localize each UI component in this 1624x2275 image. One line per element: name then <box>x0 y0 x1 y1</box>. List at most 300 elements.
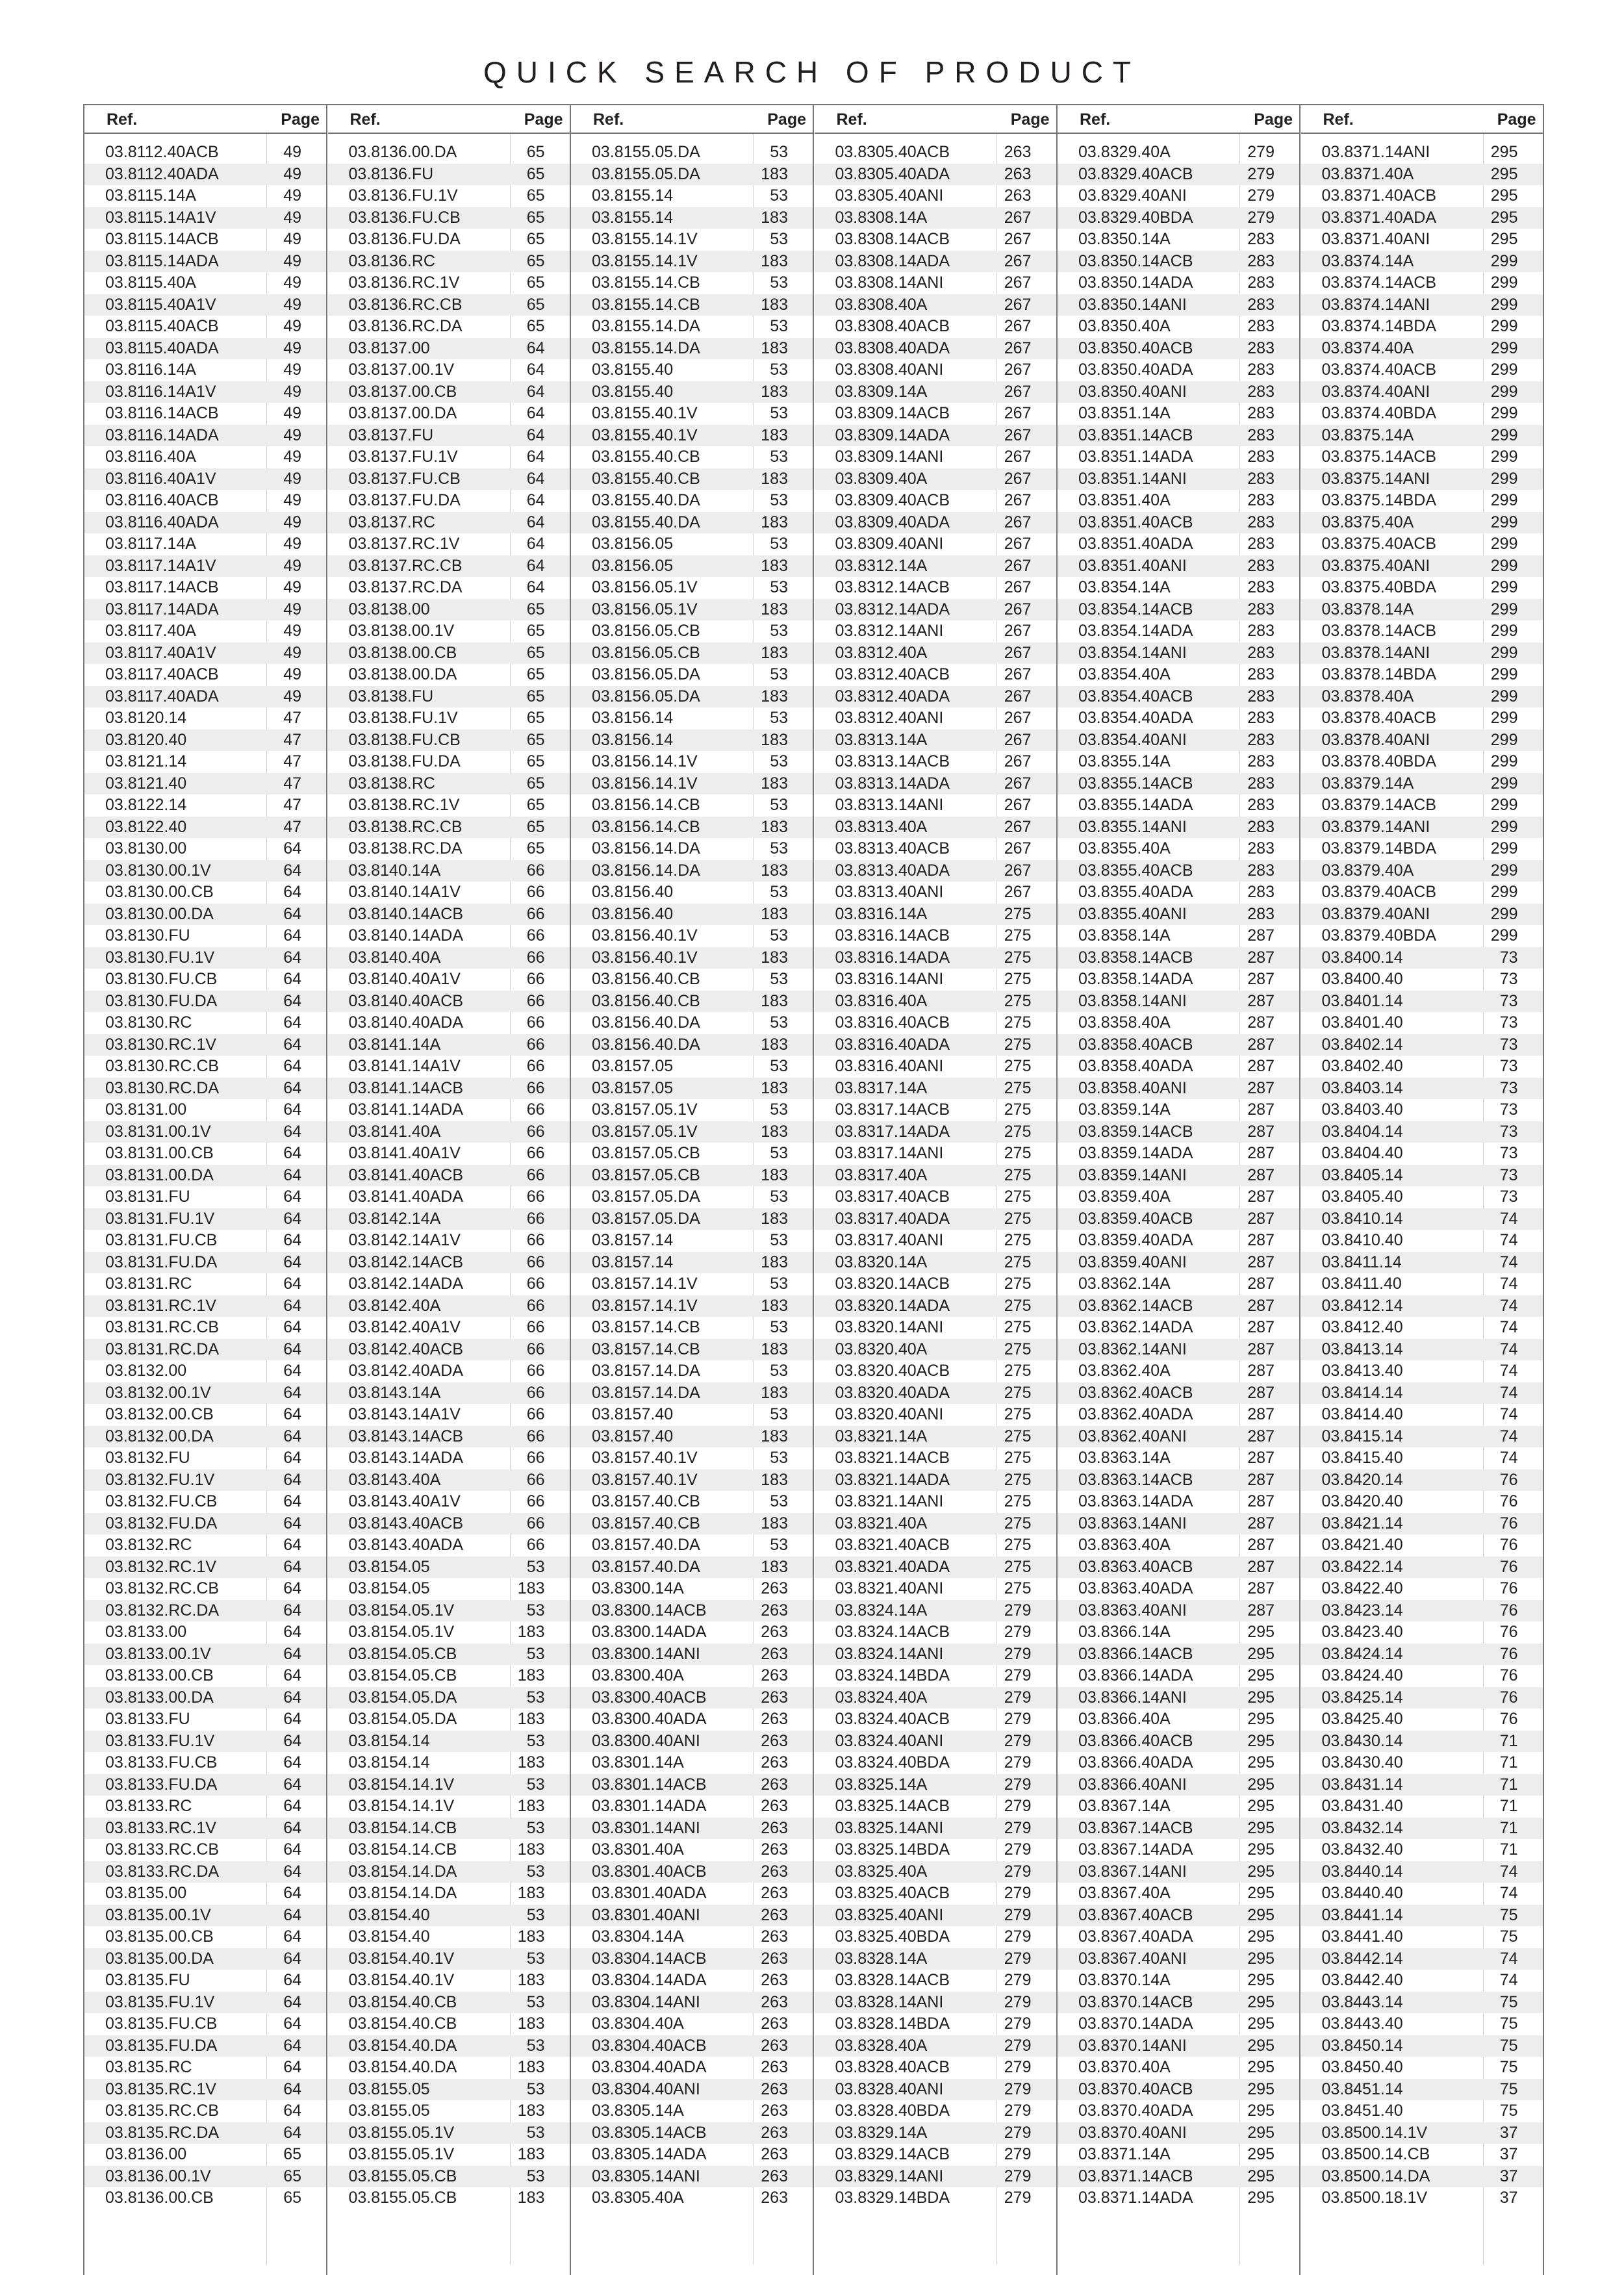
table-row <box>1058 1970 1299 1992</box>
page-number: 275 <box>1004 970 1032 988</box>
page-number: 65 <box>526 143 545 161</box>
table-row <box>328 2013 570 2035</box>
product-ref: 03.8366.14ADA <box>1078 1666 1193 1684</box>
page-number: 275 <box>1004 1427 1032 1445</box>
product-ref: 03.8423.40 <box>1321 1623 1403 1641</box>
table-row <box>328 686 570 708</box>
page-number: 183 <box>517 1579 545 1597</box>
page-number: 283 <box>1247 600 1275 618</box>
page-number: 263 <box>761 1840 788 1859</box>
page-number: 66 <box>526 1188 545 1206</box>
page-number: 64 <box>283 1731 301 1750</box>
page-number: 53 <box>770 404 788 422</box>
page-number: 65 <box>526 774 545 793</box>
product-ref: 03.8371.40ANI <box>1321 230 1430 248</box>
page-number: 73 <box>1499 1013 1518 1032</box>
product-ref: 03.8313.40ACB <box>835 839 950 858</box>
page-number: 295 <box>1247 1992 1275 2011</box>
table-row <box>1058 991 1299 1013</box>
page-number: 299 <box>1490 730 1518 749</box>
product-ref: 03.8370.14ANI <box>1078 2036 1187 2055</box>
page-number: 275 <box>1004 1122 1032 1141</box>
table-row <box>1301 1883 1543 1905</box>
table-row <box>571 1273 813 1295</box>
table-row <box>84 1839 326 1861</box>
product-ref: 03.8143.40ACB <box>348 1514 464 1532</box>
page-number: 267 <box>1004 535 1032 553</box>
product-ref: 03.8367.14A <box>1078 1797 1171 1815</box>
product-ref: 03.8138.FU.CB <box>348 730 461 749</box>
page-number: 64 <box>283 1449 301 1467</box>
table-row <box>571 1360 813 1382</box>
page-number: 64 <box>283 2036 301 2055</box>
product-ref: 03.8350.40ACB <box>1078 338 1193 357</box>
product-ref: 03.8321.14A <box>835 1427 928 1445</box>
product-ref: 03.8120.40 <box>105 730 187 749</box>
table-row <box>571 1447 813 1469</box>
page-number: 49 <box>283 273 301 292</box>
table-row <box>815 1644 1056 1666</box>
table-row <box>1058 1078 1299 1100</box>
table-row <box>328 1926 570 1948</box>
table-row <box>1301 316 1543 338</box>
table-row <box>328 185 570 207</box>
table-row <box>1058 2013 1299 2035</box>
table-row <box>571 1469 813 1492</box>
page-number: 287 <box>1247 1318 1275 1336</box>
table-row <box>84 2013 326 2035</box>
table-row <box>84 2079 326 2101</box>
product-ref: 03.8329.40ANI <box>1078 186 1187 205</box>
table-row <box>1301 1360 1543 1382</box>
page-number: 73 <box>1499 948 1518 967</box>
product-ref: 03.8313.40A <box>835 817 928 836</box>
product-ref: 03.8301.14ANI <box>592 1818 700 1837</box>
product-ref: 03.8156.40.1V <box>592 948 698 967</box>
table-row <box>328 1557 570 1579</box>
product-ref: 03.8415.40 <box>1321 1449 1403 1467</box>
product-ref: 03.8321.40ADA <box>835 1557 950 1576</box>
table-row <box>328 294 570 316</box>
page-number: 263 <box>761 1927 788 1946</box>
page-number: 279 <box>1004 2014 1032 2033</box>
page-number: 279 <box>1004 1971 1032 1989</box>
product-ref: 03.8441.14 <box>1321 1905 1403 1924</box>
product-ref: 03.8329.40A <box>1078 143 1171 161</box>
page-number: 183 <box>761 251 788 270</box>
product-ref: 03.8155.05.DA <box>592 143 700 161</box>
table-row <box>84 2144 326 2166</box>
product-ref: 03.8132.00.CB <box>105 1405 214 1423</box>
page-number: 275 <box>1004 991 1032 1010</box>
table-row <box>328 904 570 926</box>
product-ref: 03.8136.RC <box>348 251 435 270</box>
product-ref: 03.8154.14.DA <box>348 1884 457 1902</box>
page-number: 49 <box>283 687 301 705</box>
table-row <box>815 577 1056 599</box>
page-number: 183 <box>761 556 788 575</box>
product-ref: 03.8155.40.1V <box>592 426 698 444</box>
page-number: 283 <box>1247 317 1275 335</box>
product-ref: 03.8370.40ADA <box>1078 2102 1193 2120</box>
table-row <box>1301 1774 1543 1796</box>
product-ref: 03.8117.14A <box>105 535 196 553</box>
table-row <box>84 577 326 599</box>
table-row <box>1301 1404 1543 1426</box>
product-ref: 03.8156.05.1V <box>592 578 698 596</box>
product-ref: 03.8351.14ANI <box>1078 469 1187 488</box>
page-number: 64 <box>283 926 301 945</box>
table-row <box>84 2187 326 2209</box>
product-ref: 03.8137.FU.CB <box>348 469 461 488</box>
table-row <box>1058 2035 1299 2057</box>
table-row <box>571 1578 813 1600</box>
page-number: 295 <box>1247 1818 1275 1837</box>
product-ref: 03.8317.40ANI <box>835 1231 944 1249</box>
column-header <box>1301 105 1543 134</box>
page-number: 65 <box>526 186 545 205</box>
page-header: Page <box>1010 110 1050 129</box>
table-row <box>84 991 326 1013</box>
product-ref: 03.8375.40ANI <box>1321 556 1430 575</box>
table-row <box>328 1970 570 1992</box>
product-ref: 03.8154.05.1V <box>348 1623 455 1641</box>
product-ref: 03.8142.40A1V <box>348 1318 461 1336</box>
table-row <box>571 2166 813 2188</box>
product-ref: 03.8328.40ANI <box>835 2079 944 2098</box>
product-ref: 03.8441.40 <box>1321 1927 1403 1946</box>
product-ref: 03.8131.00.CB <box>105 1144 214 1162</box>
page-number: 299 <box>1490 883 1518 901</box>
product-ref: 03.8154.40.1V <box>348 1971 455 1989</box>
table-row <box>328 1861 570 1883</box>
product-ref: 03.8328.14BDA <box>835 2014 950 2033</box>
product-ref: 03.8142.40ADA <box>348 1362 464 1380</box>
product-ref: 03.8137.RC.DA <box>348 578 463 596</box>
product-ref: 03.8366.40ANI <box>1078 1775 1187 1794</box>
product-ref: 03.8410.14 <box>1321 1209 1403 1228</box>
product-ref: 03.8137.00.1V <box>348 361 455 379</box>
product-ref: 03.8138.RC.1V <box>348 796 460 814</box>
product-ref: 03.8378.14ANI <box>1321 643 1430 662</box>
table-row <box>84 1861 326 1883</box>
page-number: 275 <box>1004 1209 1032 1228</box>
table-row <box>1301 294 1543 316</box>
table-row <box>328 1121 570 1143</box>
page-number: 183 <box>517 1797 545 1815</box>
page-number: 283 <box>1247 622 1275 640</box>
page-number: 299 <box>1490 796 1518 814</box>
page-number: 263 <box>761 1753 788 1772</box>
product-ref: 03.8300.14ANI <box>592 1644 700 1663</box>
table-row <box>1301 468 1543 490</box>
product-ref: 03.8308.40A <box>835 295 928 314</box>
product-ref: 03.8374.14A <box>1321 251 1414 270</box>
page-number: 263 <box>761 2079 788 2098</box>
product-ref: 03.8359.40ADA <box>1078 1231 1193 1249</box>
product-ref: 03.8155.14.CB <box>592 273 700 292</box>
product-ref: 03.8155.40.DA <box>592 513 700 531</box>
table-row <box>1301 1687 1543 1709</box>
table-row <box>571 599 813 621</box>
product-ref: 03.8370.14ACB <box>1078 1992 1193 2011</box>
page-number: 66 <box>526 926 545 945</box>
page-number: 183 <box>517 2189 545 2207</box>
table-row <box>328 1426 570 1448</box>
page-number: 299 <box>1490 513 1518 531</box>
product-ref: 03.8378.14A <box>1321 600 1414 618</box>
page-number: 49 <box>283 448 301 466</box>
table-row <box>815 620 1056 642</box>
page-number: 275 <box>1004 1188 1032 1206</box>
product-ref: 03.8366.14ACB <box>1078 1644 1193 1663</box>
table-row <box>571 2013 813 2035</box>
product-ref: 03.8133.FU.CB <box>105 1753 218 1772</box>
product-ref: 03.8131.FU.DA <box>105 1252 218 1271</box>
product-ref: 03.8135.RC.DA <box>105 2123 220 2142</box>
product-ref: 03.8115.14A1V <box>105 208 216 227</box>
page-number: 295 <box>1247 1775 1275 1794</box>
page-number: 53 <box>770 709 788 727</box>
product-ref: 03.8155.14.1V <box>592 251 698 270</box>
table-row <box>571 2035 813 2057</box>
product-ref: 03.8378.14BDA <box>1321 665 1437 683</box>
product-ref: 03.8154.14 <box>348 1753 430 1772</box>
product-ref: 03.8405.14 <box>1321 1165 1403 1184</box>
page-number: 64 <box>283 1122 301 1141</box>
table-row <box>815 2079 1056 2101</box>
product-index-table <box>83 104 1544 2275</box>
product-ref: 03.8115.14A <box>105 186 196 205</box>
product-ref: 03.8370.40A <box>1078 2058 1171 2076</box>
table-row <box>815 642 1056 665</box>
page-number: 74 <box>1499 1296 1518 1315</box>
page-number: 267 <box>1004 426 1032 444</box>
table-row <box>571 142 813 164</box>
product-ref: 03.8154.40.1V <box>348 1949 455 1968</box>
page-number: 53 <box>770 1275 788 1293</box>
page-number: 76 <box>1499 1470 1518 1489</box>
table-row <box>571 2100 813 2122</box>
page-number: 299 <box>1490 665 1518 683</box>
product-ref: 03.8140.40A <box>348 948 441 967</box>
product-ref: 03.8312.40ANI <box>835 709 944 727</box>
product-ref: 03.8321.14ADA <box>835 1470 950 1489</box>
page-number: 183 <box>761 948 788 967</box>
table-row <box>815 294 1056 316</box>
product-ref: 03.8432.40 <box>1321 1840 1403 1859</box>
table-row <box>1058 1948 1299 1970</box>
table-row <box>328 490 570 512</box>
product-ref: 03.8451.40 <box>1321 2102 1403 2120</box>
page-number: 275 <box>1004 1318 1032 1336</box>
page-number: 53 <box>770 883 788 901</box>
product-ref: 03.8317.14ADA <box>835 1122 950 1141</box>
product-ref: 03.8136.00.1V <box>105 2167 211 2185</box>
page-number: 53 <box>770 361 788 379</box>
page-number: 287 <box>1247 1165 1275 1184</box>
product-ref: 03.8301.40ADA <box>592 1884 707 1902</box>
product-ref: 03.8367.14ACB <box>1078 1818 1193 1837</box>
page-number: 74 <box>1499 1884 1518 1902</box>
table-row <box>815 1796 1056 1818</box>
table-row <box>815 599 1056 621</box>
ref-header: Ref. <box>836 110 867 129</box>
product-ref: 03.8143.14ACB <box>348 1427 464 1445</box>
product-ref: 03.8366.14ANI <box>1078 1688 1187 1707</box>
product-ref: 03.8157.40.DA <box>592 1557 700 1576</box>
page-number: 64 <box>283 1884 301 1902</box>
page-number: 275 <box>1004 1362 1032 1380</box>
product-ref: 03.8402.14 <box>1321 1035 1403 1054</box>
product-ref: 03.8328.40A <box>835 2036 928 2055</box>
page-number: 47 <box>283 796 301 814</box>
product-ref: 03.8423.14 <box>1321 1601 1403 1620</box>
page-number: 183 <box>761 817 788 836</box>
table-row <box>571 164 813 186</box>
table-row <box>571 686 813 708</box>
product-ref: 03.8350.40A <box>1078 317 1171 335</box>
table-row <box>328 207 570 229</box>
page-number: 279 <box>1247 143 1275 161</box>
product-ref: 03.8133.FU.1V <box>105 1731 215 1750</box>
product-ref: 03.8137.00 <box>348 338 430 357</box>
table-row <box>328 1165 570 1187</box>
product-ref: 03.8379.14ACB <box>1321 796 1437 814</box>
page-number: 76 <box>1499 1601 1518 1620</box>
product-ref: 03.8358.40ADA <box>1078 1057 1193 1075</box>
product-ref: 03.8451.14 <box>1321 2079 1403 2098</box>
table-row <box>1301 707 1543 730</box>
product-ref: 03.8317.40ACB <box>835 1188 950 1206</box>
page-number: 53 <box>526 1862 545 1881</box>
product-ref: 03.8424.14 <box>1321 1644 1403 1663</box>
table-row <box>1058 1143 1299 1165</box>
product-ref: 03.8443.40 <box>1321 2014 1403 2033</box>
product-ref: 03.8130.FU.1V <box>105 948 215 967</box>
product-ref: 03.8132.RC <box>105 1536 192 1554</box>
page-number: 267 <box>1004 382 1032 401</box>
page-number: 65 <box>283 2167 301 2185</box>
table-row <box>1058 1404 1299 1426</box>
product-ref: 03.8500.14.DA <box>1321 2167 1430 2185</box>
product-ref: 03.8370.14A <box>1078 1971 1171 1989</box>
ref-header: Ref. <box>1080 110 1111 129</box>
table-row <box>1301 751 1543 773</box>
table-row <box>571 1752 813 1774</box>
product-ref: 03.8308.14ADA <box>835 251 950 270</box>
table-row <box>815 1469 1056 1492</box>
table-row <box>328 2144 570 2166</box>
page-number: 65 <box>283 2145 301 2163</box>
product-ref: 03.8133.RC <box>105 1797 192 1815</box>
product-ref: 03.8324.40BDA <box>835 1753 950 1772</box>
page-number: 263 <box>761 2036 788 2055</box>
page-number: 299 <box>1490 295 1518 314</box>
product-ref: 03.8136.RC.DA <box>348 317 463 335</box>
page-number: 53 <box>770 926 788 945</box>
page-number: 53 <box>770 1318 788 1336</box>
product-ref: 03.8130.00.DA <box>105 904 214 923</box>
table-row <box>1058 882 1299 904</box>
page-number: 64 <box>283 1013 301 1032</box>
page-number: 53 <box>526 1818 545 1837</box>
page-number: 66 <box>526 1035 545 1054</box>
table-row <box>328 1382 570 1404</box>
product-ref: 03.8370.40ANI <box>1078 2123 1187 2142</box>
product-ref: 03.8355.14ADA <box>1078 796 1193 814</box>
product-ref: 03.8309.40ANI <box>835 535 944 553</box>
product-ref: 03.8430.40 <box>1321 1753 1403 1772</box>
table-row <box>1058 686 1299 708</box>
product-ref: 03.8138.FU.DA <box>348 752 461 770</box>
page-number: 295 <box>1247 2014 1275 2033</box>
product-ref: 03.8132.RC.CB <box>105 1579 220 1597</box>
product-ref: 03.8304.40ADA <box>592 2058 707 2076</box>
page-number: 283 <box>1247 730 1275 749</box>
page-number: 53 <box>770 752 788 770</box>
table-row <box>328 1992 570 2014</box>
page-number: 53 <box>770 448 788 466</box>
product-ref: 03.8422.40 <box>1321 1579 1403 1597</box>
product-ref: 03.8379.14ANI <box>1321 817 1430 836</box>
table-row <box>1058 533 1299 555</box>
product-ref: 03.8375.40ACB <box>1321 535 1437 553</box>
product-ref: 03.8354.14A <box>1078 578 1171 596</box>
page-number: 267 <box>1004 404 1032 422</box>
page-number: 295 <box>1247 1797 1275 1815</box>
product-ref: 03.8157.14.1V <box>592 1296 698 1315</box>
product-ref: 03.8155.40.CB <box>592 469 700 488</box>
product-ref: 03.8305.40A <box>592 2189 684 2207</box>
page-number: 53 <box>526 1775 545 1794</box>
page-number: 74 <box>1499 1231 1518 1249</box>
table-row <box>1301 1012 1543 1034</box>
table-row <box>328 1687 570 1709</box>
product-ref: 03.8350.14ACB <box>1078 251 1193 270</box>
product-ref: 03.8321.14ANI <box>835 1492 944 1510</box>
product-ref: 03.8155.05 <box>348 2102 430 2120</box>
table-row <box>815 207 1056 229</box>
page-number: 64 <box>283 1666 301 1684</box>
page-number: 73 <box>1499 970 1518 988</box>
product-ref: 03.8350.40ANI <box>1078 382 1187 401</box>
product-ref: 03.8316.40ADA <box>835 1035 950 1054</box>
product-ref: 03.8350.14ANI <box>1078 295 1187 314</box>
table-row <box>571 773 813 795</box>
product-ref: 03.8316.40A <box>835 991 928 1010</box>
product-ref: 03.8500.18.1V <box>1321 2189 1428 2207</box>
page-number: 299 <box>1490 861 1518 880</box>
table-row <box>328 1731 570 1753</box>
table-row <box>328 1709 570 1731</box>
table-row <box>1301 882 1543 904</box>
product-ref: 03.8359.40ANI <box>1078 1252 1187 1271</box>
product-ref: 03.8320.40A <box>835 1340 928 1358</box>
page-number: 283 <box>1247 448 1275 466</box>
page-number: 64 <box>283 2079 301 2098</box>
table-row <box>815 1208 1056 1230</box>
table-row <box>84 425 326 447</box>
page-number: 49 <box>283 208 301 227</box>
table-row <box>815 446 1056 468</box>
page-number: 279 <box>1004 2058 1032 2076</box>
product-ref: 03.8312.14ANI <box>835 622 944 640</box>
product-ref: 03.8156.40 <box>592 883 674 901</box>
page-number: 64 <box>283 2102 301 2120</box>
product-ref: 03.8157.14.CB <box>592 1318 700 1336</box>
product-ref: 03.8117.14A1V <box>105 556 216 575</box>
